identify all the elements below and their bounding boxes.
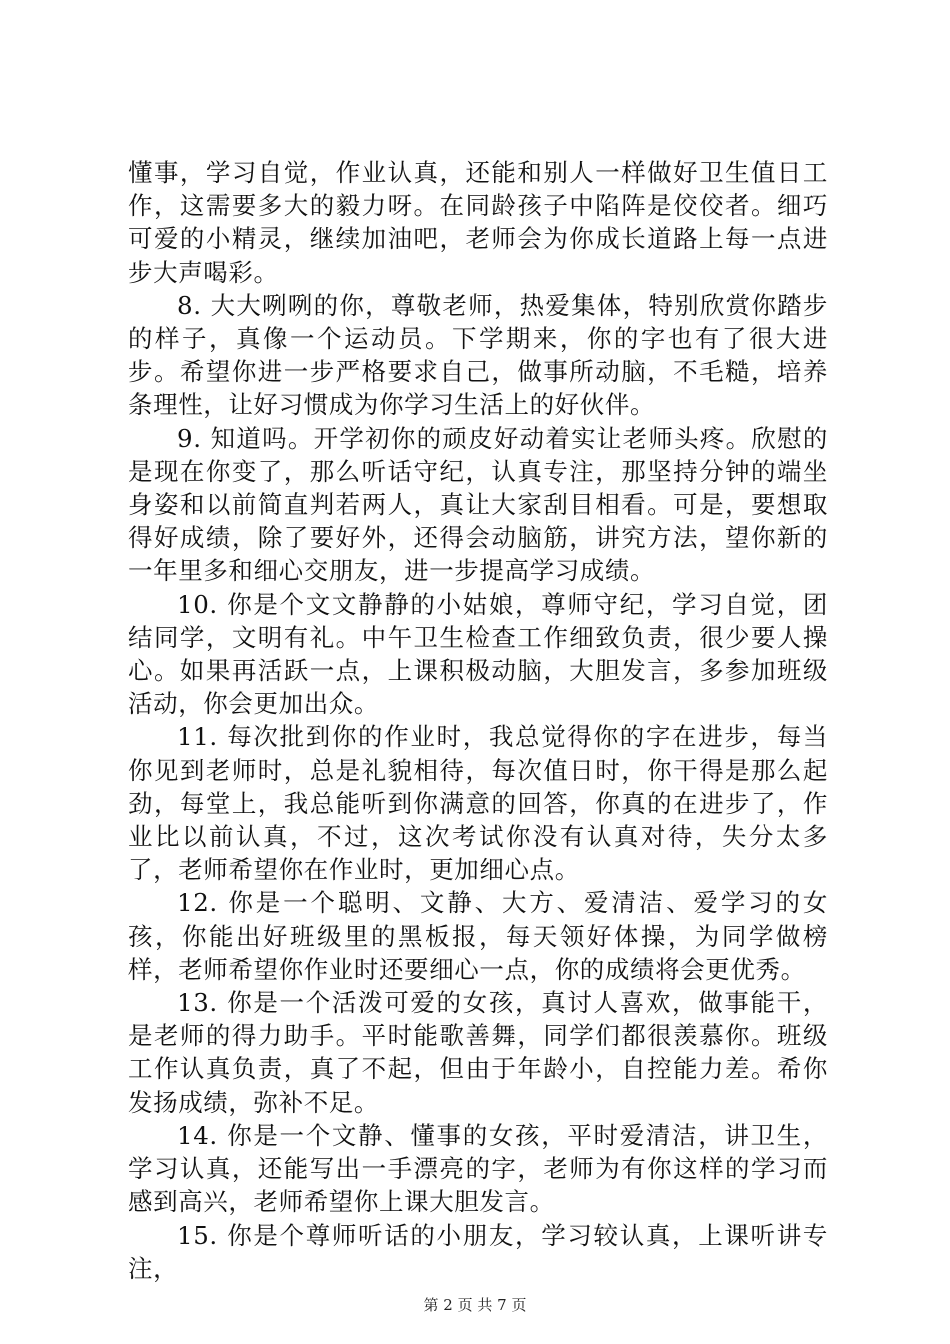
paragraph-continued: 懂事，学习自觉，作业认真，还能和别人一样做好卫生值日工作，这需要多大的毅力呀。在同龄孩子中陷阵是佼佼者。细巧可爱的小精灵，继续加油吧，老师会为你成长道路上每一点进步大声喝彩。 <box>128 158 828 287</box>
paragraph-12: 12. 你是一个聪明、文静、大方、爱清洁、爱学习的女孩，你能出好班级里的黑板报，每天领好体操，为同学做榜样，老师希望你作业时还要细心一点，你的成绩将会更优秀。 <box>128 888 828 984</box>
paragraph-10: 10. 你是个文文静静的小姑娘，尊师守纪，学习自觉，团结同学，文明有礼。中午卫生检查工作细致负责，很少要人操心。如果再活跃一点，上课积极动脑，大胆发言，多参加班级活动，你会更加出众。 <box>128 589 828 719</box>
document-body <box>128 156 828 1285</box>
page-number-footer: 第 2 页 共 7 页 <box>423 1296 527 1314</box>
paragraph-9: 9. 知道吗。开学初你的顽皮好动着实让老师头疼。欣慰的是现在你变了，那么听话守纪，认真专注，那坚持分钟的端坐身姿和以前简直判若两人，真让大家刮目相看。可是，要想取得好成绩，除了要好外，还得会动脑筋，讲究方法，望你新的一年里多和细心交朋友，进一步提高学习成绩。 <box>128 423 828 586</box>
paragraph-13: 13. 你是一个活泼可爱的女孩，真讨人喜欢，做事能干，是老师的得力助手。平时能歌善舞，同学们都很羡慕你。班级工作认真负责，真了不起，但由于年龄小，自控能力差。希你发扬成绩，弥补不足。 <box>128 988 828 1117</box>
paragraph-11: 11. 每次批到你的作业时，我总觉得你的字在进步，每当你见到老师时，总是礼貌相待，每次值日时，你干得是那么起劲，每堂上，我总能听到你满意的回答，你真的在进步了，作业比以前认真，不过，这次考试你没有认真对待，失分太多了，老师希望你在作业时，更加细心点。 <box>128 722 828 885</box>
paragraph-15: 15. 你是个尊师听话的小朋友，学习较认真，上课听讲专注， <box>128 1220 828 1283</box>
paragraph-8: 8. 大大咧咧的你，尊敬老师，热爱集体，特别欣赏你踏步的样子，真像一个运动员。下学期来，你的字也有了很大进步。希望你进一步严格要求自己，做事所动脑，不毛糙，培养条理性，让好习惯成为你学习生活上的好伙伴。 <box>128 290 828 420</box>
paragraph-14: 14. 你是一个文静、懂事的女孩，平时爱清洁，讲卫生，学习认真，还能写出一手漂亮的字，老师为有你这样的学习而感到高兴，老师希望你上课大胆发言。 <box>128 1120 828 1217</box>
